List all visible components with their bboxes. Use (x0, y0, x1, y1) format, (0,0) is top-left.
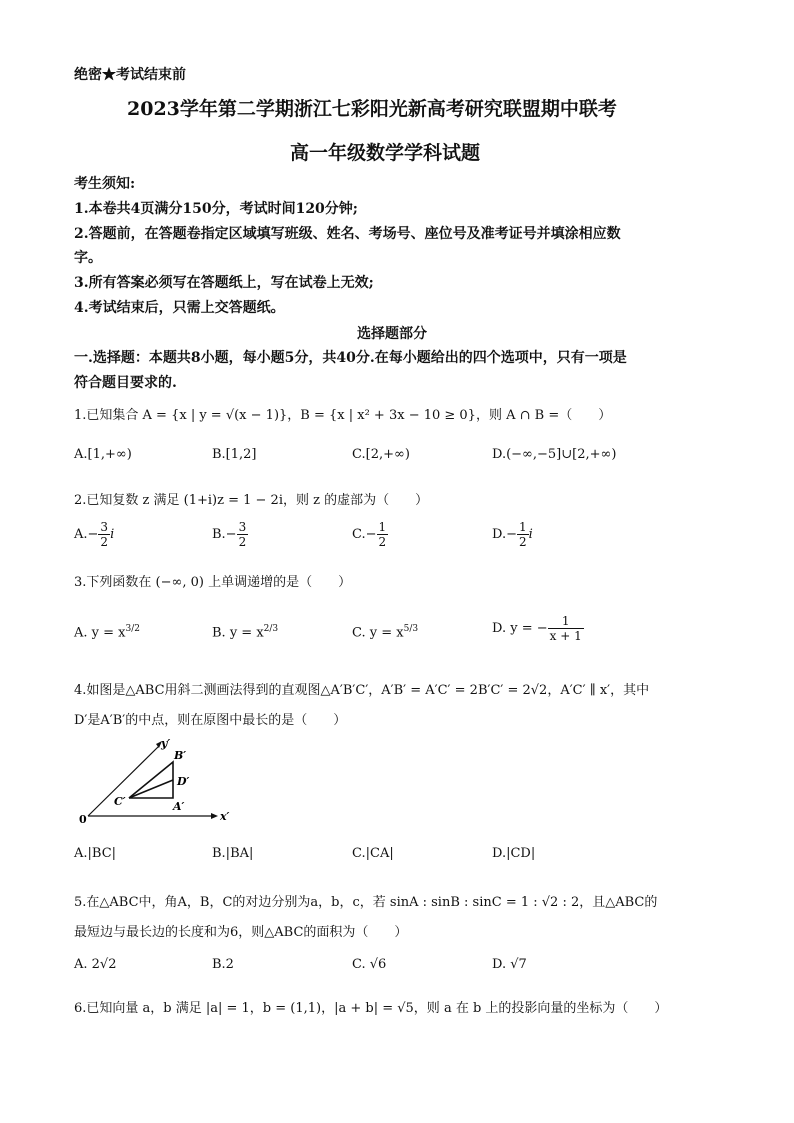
numerator: 1 (548, 614, 584, 629)
option-suffix: i (110, 527, 115, 542)
q3-option-d (492, 614, 584, 643)
fraction (517, 520, 529, 549)
option-prefix: C.− (352, 527, 377, 542)
y-axis-label: y′ (161, 737, 171, 750)
q4-figure (74, 732, 234, 828)
option-text: C. y = x (352, 625, 404, 641)
notice-item: 3.所有答案必须写在答题纸上，写在试卷上无效; (74, 275, 374, 291)
section-intro: 一.选择题：本题共8小题，每小题5分，共40分.在每小题给出的四个选项中，只有一项是 (74, 350, 627, 366)
x-axis-label: x′ (220, 810, 230, 823)
q1-option-d: D.(−∞,−5]∪[2,+∞) (492, 447, 617, 462)
point-a-label: A′ (173, 800, 185, 813)
q2-option-a (74, 520, 114, 549)
notice-item: 字。 (74, 250, 102, 266)
q4-option-a: A.|BC| (74, 846, 117, 861)
exponent: 2/3 (263, 624, 279, 634)
exponent: 3/2 (125, 624, 140, 634)
point-d-label: D′ (177, 775, 190, 788)
q2-option-c (352, 520, 388, 549)
notice-item: 4.考试结束后，只需上交答题纸。 (74, 300, 285, 316)
section-title: 选择题部分 (357, 326, 427, 342)
denominator: x + 1 (549, 629, 582, 643)
origin-label: 0 (79, 813, 87, 826)
q3-option-c (352, 624, 418, 640)
q2-stem: 2.已知复数 z 满足 (1+i)z = 1 − 2i，则 z 的虚部为（ ） (74, 493, 429, 508)
confidential-mark: 绝密★考试结束前 (74, 67, 186, 83)
option-prefix: D. y = − (492, 621, 548, 636)
q3-option-b (212, 624, 278, 640)
option-text: B. y = x (212, 625, 264, 641)
fraction (237, 520, 249, 549)
exam-subtitle: 高一年级数学学科试题 (290, 142, 481, 164)
q4-stem-line1: 4.如图是△ABC用斜二测画法得到的直观图△A′B′C′，A′B′ = A′C′ = 2B′C′ = 2√2，A′C′ ∥ x′，其中 (74, 683, 650, 698)
segment-cd-prime (129, 780, 173, 798)
denominator: 2 (100, 535, 109, 549)
triangle-abc-prime (129, 762, 173, 798)
option-suffix: i (528, 527, 533, 542)
q5-option-b: B.2 (212, 957, 234, 972)
q4-option-d: D.|CD| (492, 846, 536, 861)
q4-option-c: C.|CA| (352, 846, 394, 861)
q5-option-d: D. √7 (492, 957, 527, 972)
x-axis-arrow (211, 813, 218, 819)
q3-stem: 3.下列函数在 (−∞, 0) 上单调递增的是（ ） (74, 575, 352, 590)
option-prefix: D.− (492, 527, 517, 542)
q1-option-c: C.[2,+∞) (352, 447, 410, 462)
q1-stem (74, 404, 611, 423)
section-intro: 符合题目要求的. (74, 375, 177, 391)
denominator: 2 (238, 535, 247, 549)
q6-stem: 6.已知向量 a，b 满足 |a| = 1，b = (1,1)，|a + b| = √5，则 a 在 b 上的投影向量的坐标为（ ） (74, 1001, 668, 1016)
fraction (98, 520, 110, 549)
point-c-label: C′ (114, 795, 126, 808)
q2-option-d (492, 520, 533, 549)
numerator: 3 (100, 520, 109, 534)
option-prefix: B.− (212, 527, 237, 542)
fraction (548, 614, 584, 643)
numerator: 1 (518, 520, 527, 534)
fraction (377, 520, 389, 549)
q1-stem-part: 1.已知集合 A = {x | y = √(x − 1)} (74, 408, 288, 423)
numerator: 3 (238, 520, 247, 534)
q5-stem-line1: 5.在△ABC中，角A，B，C的对边分别为a，b，c，若 sinA : sinB : sinC = 1 : √2 : 2，且△ABC的 (74, 895, 658, 910)
q4-stem-line2: D′是A′B′的中点，则在原图中最长的是（ ） (74, 713, 347, 728)
q1-stem-part: ，B = {x | x² + 3x − 10 ≥ 0}，则 A ∩ B =（ ） (287, 408, 612, 423)
point-b-label: B′ (174, 749, 187, 762)
q5-stem-line2: 最短边与最长边的长度和为6，则△ABC的面积为（ ） (74, 925, 408, 940)
q5-option-a: A. 2√2 (74, 957, 117, 972)
q4-option-b: B.|BA| (212, 846, 254, 861)
q1-option-b: B.[1,2] (212, 447, 257, 462)
exponent: 5/3 (403, 624, 419, 634)
denominator: 2 (378, 535, 387, 549)
q1-option-a: A.[1,+∞) (74, 447, 132, 462)
option-text: A. y = x (74, 625, 126, 641)
denominator: 2 (518, 535, 527, 549)
option-prefix: A.− (74, 527, 99, 542)
notice-item: 2.答题前，在答题卷指定区域填写班级、姓名、考场号、座位号及准考证号并填涂相应数 (74, 226, 621, 242)
notice-heading: 考生须知: (74, 176, 136, 192)
q3-option-a (74, 624, 140, 640)
exam-title: 2023学年第二学期浙江七彩阳光新高考研究联盟期中联考 (127, 98, 617, 120)
numerator: 1 (378, 520, 387, 534)
q2-option-b (212, 520, 248, 549)
q5-option-c: C. √6 (352, 957, 387, 972)
notice-item: 1.本卷共4页满分150分，考试时间120分钟; (74, 201, 358, 217)
